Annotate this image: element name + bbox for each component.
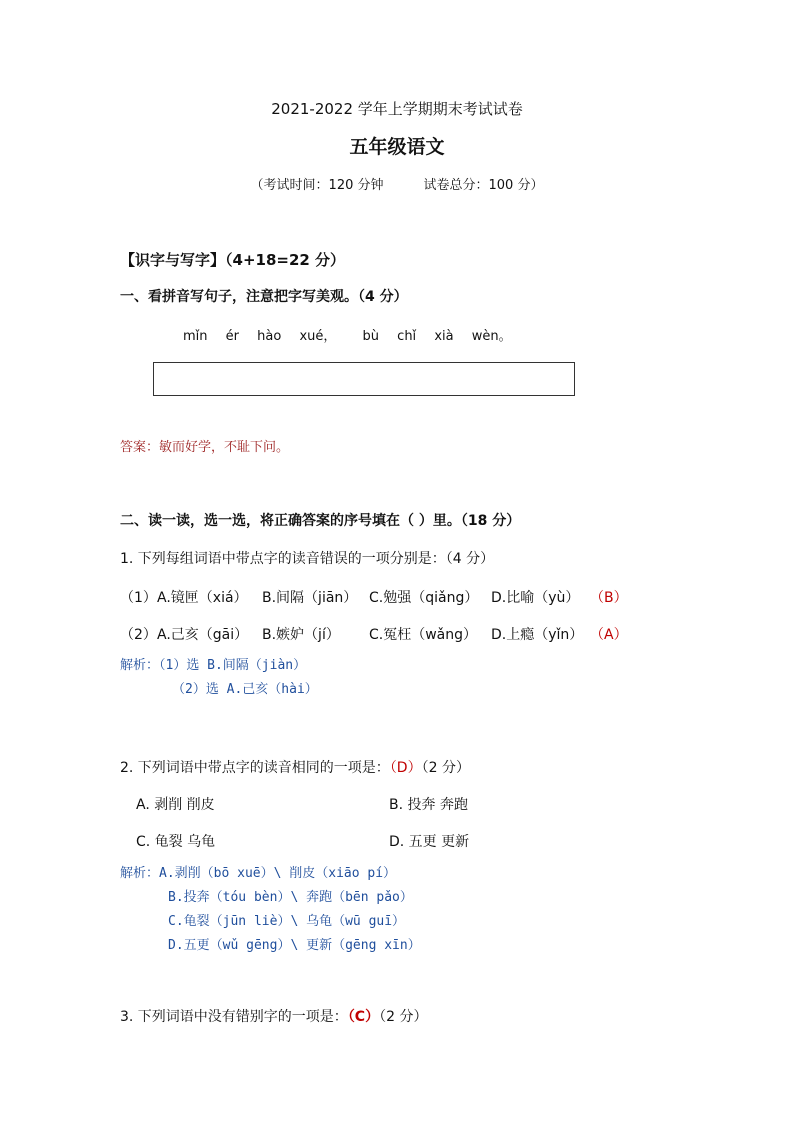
exam-info bbox=[0, 174, 794, 193]
total-score: 试卷总分：100 分） bbox=[423, 178, 544, 193]
sub-question-3-stem bbox=[120, 1006, 427, 1026]
option-c: C. 龟裂 乌龟 bbox=[136, 834, 216, 850]
analysis-1-line-1: 解析：（1）选 B.间隔（jiàn） bbox=[120, 658, 307, 673]
option-a: A. 剥削 削皮 bbox=[136, 797, 215, 813]
pinyin-syllable: ér bbox=[225, 329, 239, 344]
sub-question-1-stem: 1. 下列每组词语中带点字的读音错误的一项分别是：（4 分） bbox=[120, 551, 495, 567]
option-a: A.镜匣（xiá） bbox=[157, 590, 248, 606]
option-b: B.嫉妒（jí） bbox=[262, 627, 340, 643]
pinyin-syllable: bù bbox=[362, 329, 380, 344]
answer-writing-box[interactable] bbox=[153, 362, 575, 396]
row-number: （1） bbox=[120, 590, 157, 606]
score-text: （2 分） bbox=[421, 760, 470, 776]
answer-mark: （B） bbox=[590, 590, 628, 606]
section-heading: 【识字与写字】（4+18=22 分） bbox=[120, 251, 346, 269]
pinyin-syllable: xué， bbox=[299, 329, 337, 344]
question-1-title: 一、看拼音写句子，注意把字写美观。（4 分） bbox=[120, 289, 408, 305]
analysis-2-line-3: C.龟裂（jūn liè）\ 乌龟（wū guī） bbox=[168, 914, 406, 929]
option-d: D. 五更 更新 bbox=[389, 834, 470, 850]
option-a: A.己亥（gāi） bbox=[157, 627, 249, 643]
subject-title: 五年级语文 bbox=[349, 136, 445, 158]
pinyin-line bbox=[183, 325, 526, 344]
pinyin-syllable: hào bbox=[257, 329, 282, 344]
analysis-2-line-4: D.五更（wǔ gēng）\ 更新（gēng xīn） bbox=[168, 938, 421, 953]
score-text: （2 分） bbox=[379, 1009, 428, 1025]
question-1-answer: 答案：敏而好学，不耻下问。 bbox=[120, 440, 290, 455]
pinyin-syllable: mǐn bbox=[183, 329, 208, 344]
analysis-1-line-2: （2）选 A.己亥（hài） bbox=[172, 682, 318, 697]
analysis-2-line-1: 解析：A.剥削（bō xuē）\ 削皮（xiāo pí） bbox=[120, 866, 397, 881]
stem-text: 3. 下列词语中没有错别字的一项是： bbox=[120, 1009, 348, 1025]
option-d: D.上瘾（yǐn） bbox=[491, 627, 584, 643]
answer-mark: （C） bbox=[347, 1009, 380, 1025]
answer-mark: （A） bbox=[590, 627, 628, 643]
question-2-title: 二、读一读，选一选，将正确答案的序号填在（ ）里。（18 分） bbox=[120, 513, 521, 529]
option-c: C.冤枉（wǎng） bbox=[369, 627, 478, 643]
pinyin-syllable: wèn。 bbox=[471, 329, 512, 344]
sub-question-2-stem bbox=[120, 757, 470, 777]
option-b: B.间隔（jiān） bbox=[262, 590, 358, 606]
row-number: （2） bbox=[120, 627, 157, 643]
exam-title: 2021-2022 学年上学期期末考试试卷 bbox=[271, 100, 523, 118]
stem-text: 2. 下列词语中带点字的读音相同的一项是： bbox=[120, 760, 390, 776]
option-b: B. 投奔 奔跑 bbox=[389, 797, 468, 813]
analysis-2-line-2: B.投奔（tóu bèn）\ 奔跑（bēn pǎo） bbox=[168, 890, 413, 905]
exam-time: （考试时间：120 分钟 bbox=[250, 178, 384, 193]
pinyin-syllable: chǐ bbox=[397, 329, 417, 344]
answer-mark: （D） bbox=[389, 760, 422, 776]
option-c: C.勉强（qiǎng） bbox=[369, 590, 479, 606]
pinyin-syllable: xià bbox=[434, 329, 454, 344]
option-d: D.比喻（yù） bbox=[491, 590, 580, 606]
